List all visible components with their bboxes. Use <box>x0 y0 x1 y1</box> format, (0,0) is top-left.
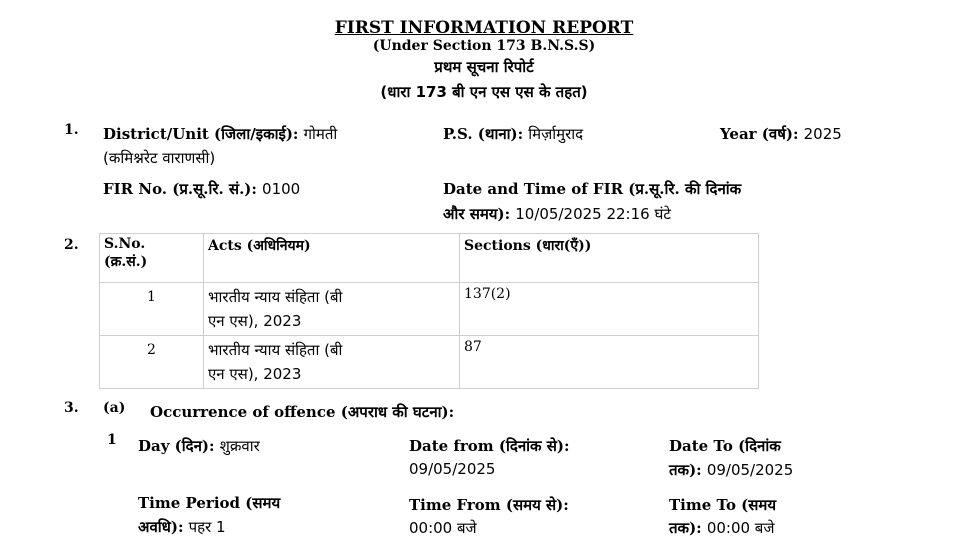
table-row <box>100 336 759 389</box>
fir-datetime-label-line2: और समय): <box>443 205 511 223</box>
time-period-field <box>138 517 226 537</box>
district-field <box>103 124 337 144</box>
year-label: Year (वर्ष): <box>720 125 799 143</box>
date-to-label-line2: तक): <box>669 461 702 479</box>
time-to-field <box>669 518 775 538</box>
time-from-label: Time From (समय से): <box>409 496 569 514</box>
report-subtitle: (Under Section 173 B.N.S.S) <box>372 38 596 54</box>
section-1-number: 1. <box>64 122 79 138</box>
fir-datetime-value: 10/05/2025 22:16 घंटे <box>515 205 671 223</box>
year-value: 2025 <box>803 125 842 143</box>
row-act-line2: एन एस), 2023 <box>208 312 302 330</box>
acts-table-header <box>100 234 759 283</box>
district-line2: (कमिश्नरेट वाराणसी) <box>103 149 216 167</box>
fir-value: 0100 <box>262 180 301 198</box>
fir-number-field <box>103 179 300 199</box>
sno-header-line2: (क्र.सं.) <box>104 254 148 270</box>
fir-datetime-label-line1: Date and Time of FIR (प्र.सू.रि. की दिनांक <box>443 180 742 198</box>
row-act-line1: भारतीय न्याय संहिता (बी <box>208 288 343 306</box>
row-section: 87 <box>460 336 759 389</box>
row-section: 137(2) <box>460 283 759 336</box>
occurrence-item-number: 1 <box>107 432 117 448</box>
occurrence-title: Occurrence of offence (अपराध की घटना): <box>150 403 455 421</box>
report-title-hindi: प्रथम सूचना रिपोर्ट <box>434 58 534 76</box>
sections-header: Sections (धारा(एँ)) <box>460 234 759 283</box>
acts-table <box>99 233 759 389</box>
date-to-label-line1: Date To (दिनांक <box>669 437 781 455</box>
time-period-label-line1: Time Period (समय <box>138 494 281 512</box>
sno-header <box>100 234 204 283</box>
row-act <box>204 336 460 389</box>
district-value: गोमती <box>303 125 338 143</box>
date-from-label: Date from (दिनांक से): <box>409 437 570 455</box>
section-2-number: 2. <box>64 237 79 253</box>
time-from-value: 00:00 बजे <box>409 519 477 537</box>
time-to-label-line2: तक): <box>669 519 702 537</box>
row-act-line1: भारतीय न्याय संहिता (बी <box>208 341 343 359</box>
report-subtitle-hindi: (धारा 173 बी एन एस एस के तहत) <box>380 83 588 101</box>
section-3-number: 3. <box>64 400 79 416</box>
fir-datetime-field <box>443 204 671 224</box>
time-to-value: 00:00 बजे <box>706 519 775 537</box>
date-to-value: 09/05/2025 <box>706 461 794 479</box>
section-3-sub: (a) <box>103 400 126 416</box>
row-sno: 2 <box>100 336 204 389</box>
ps-label: P.S. (थाना): <box>443 125 524 143</box>
day-field <box>138 436 260 456</box>
date-to-field <box>669 460 793 480</box>
sno-header-line1: S.No. <box>104 236 146 252</box>
row-sno: 1 <box>100 283 204 336</box>
time-period-value: पहर 1 <box>188 518 226 536</box>
fir-label: FIR No. (प्र.सू.रि. सं.): <box>103 180 257 198</box>
day-label: Day (दिन): <box>138 437 215 455</box>
time-to-label-line1: Time To (समय <box>669 496 777 514</box>
police-station-field <box>443 124 583 144</box>
table-row <box>100 283 759 336</box>
row-act <box>204 283 460 336</box>
row-act-line2: एन एस), 2023 <box>208 365 302 383</box>
report-title: FIRST INFORMATION REPORT <box>334 18 634 38</box>
time-period-label-line2: अवधि): <box>138 518 184 536</box>
date-from-value: 09/05/2025 <box>409 460 496 478</box>
year-field <box>720 124 842 144</box>
acts-header: Acts (अधिनियम) <box>204 234 460 283</box>
ps-value: मिर्ज़ामुराद <box>528 125 584 143</box>
day-value: शुक्रवार <box>219 437 260 455</box>
district-label: District/Unit (जिला/इकाई): <box>103 125 299 143</box>
